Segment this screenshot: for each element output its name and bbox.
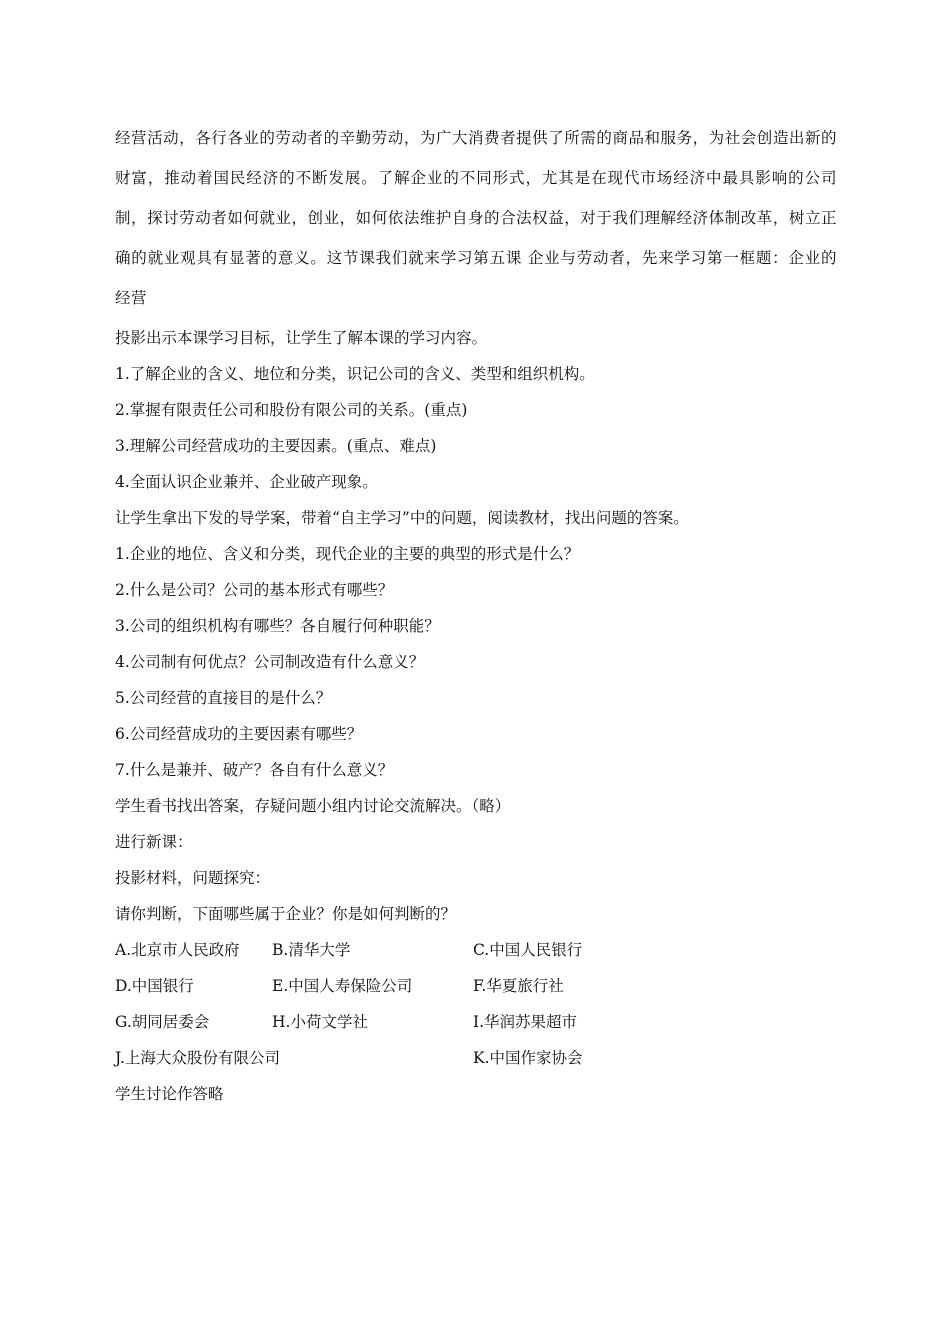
goals-lead: 投影出示本课学习目标，让学生了解本课的学习内容。	[115, 329, 488, 347]
study-lead: 让学生拿出下发的导学案，带着“自主学习”中的问题，阅读教材，找出问题的答案。	[115, 509, 689, 527]
intro-paragraph: 经营活动，各行各业的劳动者的辛勤劳动，为广大消费者提供了所需的商品和服务，为社会创造出新的财富，推动着国民经济的不断发展。了解企业的不同形式，尤其是在现代市场经济中最具影响的公司制，探讨劳动者如何就业，创业，如何依法维护自身的合法权益，对于我们理解经济体制改革，树立正确的就业观具有显著的意义。这节课我们就来学习第五课 企业与劳动者，先来学习第一框题：企业的经营	[115, 129, 837, 307]
study-question-2: 2.什么是公司？公司的基本形式有哪些？	[115, 581, 394, 599]
study-question-7: 7.什么是兼并、破产？各自有什么意义？	[115, 761, 394, 779]
options-row-1	[115, 932, 837, 968]
option-h: H.小荷文学社	[272, 1013, 368, 1031]
goal-item-4: 4.全面认识企业兼并、企业破产现象。	[115, 473, 378, 491]
study-question-4: 4.公司制有何优点？公司制改造有什么意义？	[115, 653, 425, 671]
option-c: C.中国人民银行	[473, 941, 583, 959]
study-question-6: 6.公司经营成功的主要因素有哪些？	[115, 725, 363, 743]
option-f: F.华夏旅行社	[473, 977, 564, 995]
goal-item-2: 2.掌握有限责任公司和股份有限公司的关系。(重点)	[115, 401, 468, 419]
study-question-3: 3.公司的组织机构有哪些？各自履行何种职能？	[115, 617, 440, 635]
study-question-1: 1.企业的地位、含义和分类，现代企业的主要的典型的形式是什么？	[115, 545, 580, 563]
document-body	[115, 118, 837, 1112]
new-lesson-question: 请你判断，下面哪些属于企业？你是如何判断的？	[115, 905, 457, 923]
option-a: A.北京市人民政府	[115, 941, 240, 959]
option-b: B.清华大学	[272, 941, 351, 959]
student-answer-note: 学生讨论作答略	[115, 1085, 224, 1103]
options-row-2	[115, 968, 837, 1004]
new-lesson-material: 投影材料，问题探究：	[115, 869, 271, 887]
new-lesson-heading: 进行新课：	[115, 833, 193, 851]
goal-item-1: 1.了解企业的含义、地位和分类，识记公司的含义、类型和组织机构。	[115, 365, 595, 383]
options-row-4	[115, 1040, 837, 1076]
option-d: D.中国银行	[115, 977, 194, 995]
options-grid	[115, 932, 837, 1076]
option-g: G.胡同居委会	[115, 1013, 210, 1031]
option-e: E.中国人寿保险公司	[272, 977, 413, 995]
options-row-3	[115, 1004, 837, 1040]
study-question-5: 5.公司经营的直接目的是什么？	[115, 689, 332, 707]
study-after: 学生看书找出答案，存疑问题小组内讨论交流解决。（略）	[115, 797, 511, 815]
option-k: K.中国作家协会	[473, 1049, 583, 1067]
option-i: I.华润苏果超市	[473, 1013, 578, 1031]
option-j: J.上海大众股份有限公司	[115, 1049, 280, 1067]
goal-item-3: 3.理解公司经营成功的主要因素。(重点、难点)	[115, 437, 437, 455]
